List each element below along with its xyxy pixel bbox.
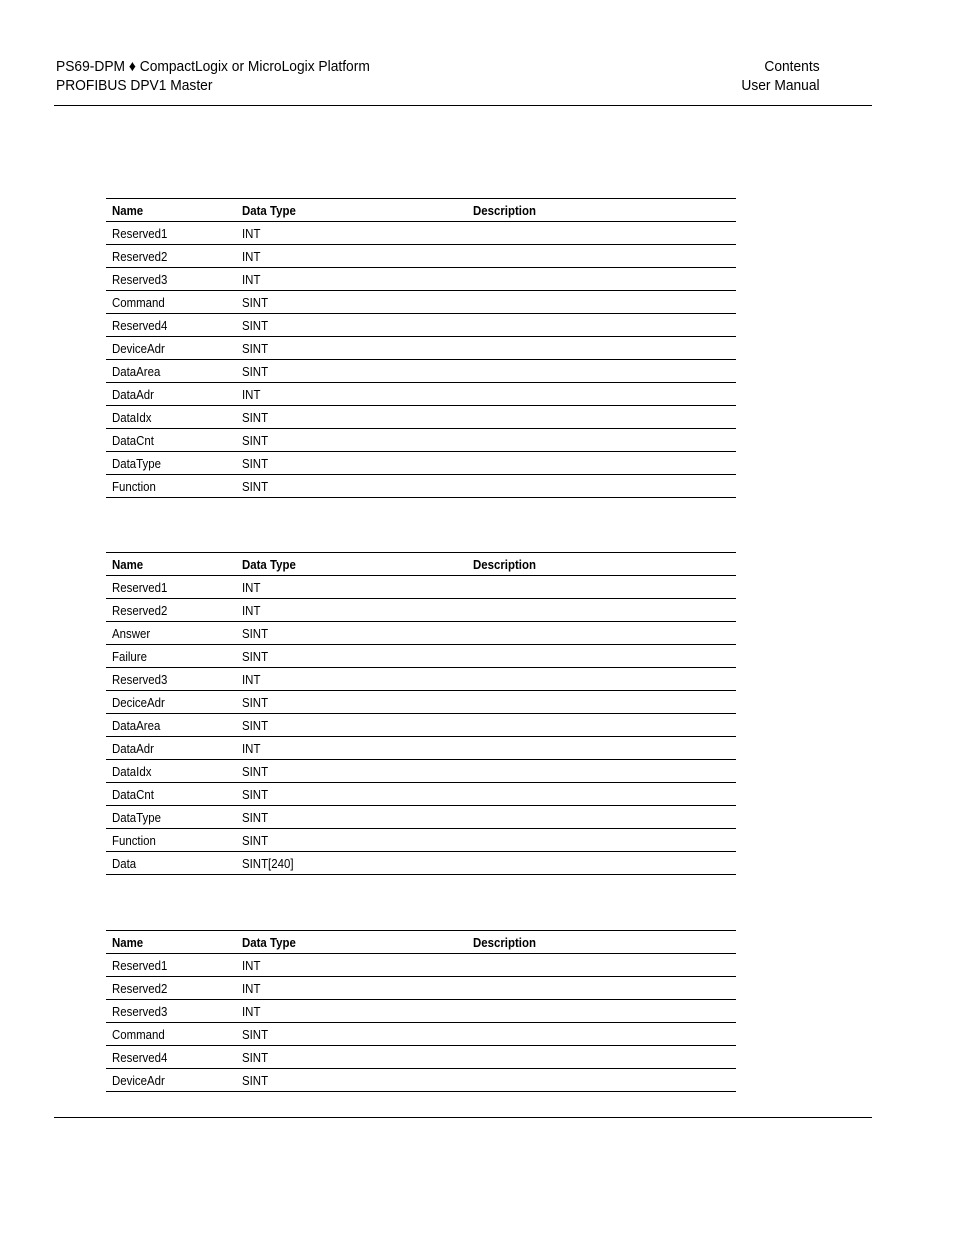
table-cell xyxy=(467,806,736,829)
table-cell-text: INT xyxy=(242,957,261,973)
column-header-label: Description xyxy=(473,556,536,572)
table-cell-text: DeciceAdr xyxy=(112,694,165,710)
table-row xyxy=(106,977,736,1000)
table-cell xyxy=(467,245,736,268)
table-cell xyxy=(106,977,236,1000)
table-cell xyxy=(467,291,736,314)
table-cell xyxy=(106,954,236,977)
table-cell xyxy=(467,475,736,498)
table-cell xyxy=(106,475,236,498)
table-cell-text: SINT xyxy=(242,340,269,356)
table-cell xyxy=(467,714,736,737)
table-cell xyxy=(236,783,467,806)
column-header xyxy=(236,199,467,222)
table-cell xyxy=(467,429,736,452)
table-cell xyxy=(236,852,467,875)
table-cell-text: INT xyxy=(242,271,261,287)
table-cell-text: SINT xyxy=(242,478,269,494)
table-row xyxy=(106,622,736,645)
table-cell-text: INT xyxy=(242,740,261,756)
table-cell-text: INT xyxy=(242,1003,261,1019)
table-cell xyxy=(236,668,467,691)
table-cell-text: DataAdr xyxy=(112,740,154,756)
table-row xyxy=(106,714,736,737)
table-cell xyxy=(106,668,236,691)
table-cell xyxy=(106,852,236,875)
table-row xyxy=(106,360,736,383)
column-header-label: Description xyxy=(473,934,536,950)
table-cell-text: Reserved4 xyxy=(112,317,168,333)
table-cell xyxy=(106,222,236,245)
table-cell-text: SINT xyxy=(242,786,269,802)
table-cell xyxy=(106,760,236,783)
table-cell xyxy=(236,576,467,599)
table-cell-text: DataArea xyxy=(112,717,161,733)
data-table-1 xyxy=(106,198,736,498)
table-cell xyxy=(467,576,736,599)
table-cell-text: Failure xyxy=(112,648,147,664)
table-row xyxy=(106,268,736,291)
table-cell xyxy=(106,1069,236,1092)
column-header xyxy=(106,553,236,576)
table-row xyxy=(106,1046,736,1069)
table-cell xyxy=(467,383,736,406)
table-cell xyxy=(236,1046,467,1069)
table-cell xyxy=(236,1023,467,1046)
column-header xyxy=(467,199,736,222)
table-cell-text: INT xyxy=(242,225,261,241)
table-cell-text: Answer xyxy=(112,625,151,641)
table-cell-text: SINT xyxy=(242,809,269,825)
table-cell-text: Reserved2 xyxy=(112,248,168,264)
table-cell-text: DataAdr xyxy=(112,386,154,402)
table-cell xyxy=(236,383,467,406)
column-header xyxy=(236,553,467,576)
table-cell-text: INT xyxy=(242,386,261,402)
data-table-2 xyxy=(106,552,736,875)
header-left xyxy=(56,57,516,95)
table-row xyxy=(106,383,736,406)
table-cell xyxy=(467,737,736,760)
table-cell xyxy=(467,314,736,337)
table-cell-text: DataIdx xyxy=(112,409,152,425)
table-cell xyxy=(106,383,236,406)
table-cell xyxy=(467,1046,736,1069)
table-cell xyxy=(467,1069,736,1092)
table-cell xyxy=(236,268,467,291)
table-cell-text: Reserved1 xyxy=(112,957,168,973)
table-cell xyxy=(106,268,236,291)
table-cell xyxy=(236,1000,467,1023)
table-row xyxy=(106,475,736,498)
table-cell xyxy=(236,360,467,383)
table-cell xyxy=(236,245,467,268)
table-row xyxy=(106,576,736,599)
table-cell xyxy=(106,291,236,314)
table-cell xyxy=(236,314,467,337)
table-cell xyxy=(467,668,736,691)
table-row xyxy=(106,1000,736,1023)
table-cell xyxy=(106,429,236,452)
table-cell-text: SINT xyxy=(242,409,269,425)
table-cell xyxy=(106,737,236,760)
table-cell-text: INT xyxy=(242,671,261,687)
table-cell xyxy=(467,691,736,714)
document-type: User Manual xyxy=(741,77,820,94)
column-header-label: Description xyxy=(473,202,536,218)
product-subtitle: PROFIBUS DPV1 Master xyxy=(56,77,213,94)
table-cell xyxy=(236,714,467,737)
table-cell xyxy=(236,429,467,452)
table-cell-text: DataCnt xyxy=(112,786,154,802)
table-cell-text: Reserved2 xyxy=(112,602,168,618)
footer-divider xyxy=(54,1117,872,1118)
table-cell xyxy=(236,406,467,429)
header-divider xyxy=(54,105,872,106)
table-cell-text: Reserved1 xyxy=(112,579,168,595)
column-header xyxy=(467,553,736,576)
table-cell-text: INT xyxy=(242,980,261,996)
table-cell xyxy=(467,268,736,291)
table-cell xyxy=(236,475,467,498)
table-cell xyxy=(467,829,736,852)
table-cell-text: DataArea xyxy=(112,363,161,379)
table-cell xyxy=(467,760,736,783)
table-cell-text: Reserved1 xyxy=(112,225,168,241)
table-cell-text: DeviceAdr xyxy=(112,1072,165,1088)
table-cell-text: Reserved3 xyxy=(112,1003,168,1019)
table-cell xyxy=(467,783,736,806)
table-cell xyxy=(236,337,467,360)
table-cell-text: INT xyxy=(242,602,261,618)
table-row xyxy=(106,406,736,429)
table-cell-text: SINT xyxy=(242,832,269,848)
table-cell xyxy=(236,977,467,1000)
table-cell xyxy=(106,245,236,268)
table-row xyxy=(106,291,736,314)
table-cell xyxy=(106,714,236,737)
table-row xyxy=(106,599,736,622)
table-row xyxy=(106,645,736,668)
table-cell xyxy=(236,452,467,475)
table-cell xyxy=(106,1046,236,1069)
table-cell xyxy=(467,360,736,383)
table-row xyxy=(106,668,736,691)
table-cell xyxy=(106,1000,236,1023)
table-cell-text: Data xyxy=(112,855,137,871)
table-cell xyxy=(106,806,236,829)
table-cell xyxy=(106,576,236,599)
table-cell-text: SINT xyxy=(242,648,269,664)
table-row xyxy=(106,691,736,714)
table-row xyxy=(106,737,736,760)
table-cell-text: SINT xyxy=(242,294,269,310)
table-cell-text: SINT xyxy=(242,1049,269,1065)
table-cell xyxy=(236,222,467,245)
table-cell-text: SINT xyxy=(242,1026,269,1042)
table-cell-text: SINT xyxy=(242,363,269,379)
table-cell xyxy=(106,337,236,360)
table-cell xyxy=(106,645,236,668)
table-cell-text: SINT[240] xyxy=(242,855,294,871)
table-cell xyxy=(467,954,736,977)
table-cell xyxy=(467,222,736,245)
table-cell xyxy=(467,452,736,475)
table-cell-text: Function xyxy=(112,832,156,848)
table-cell-text: Command xyxy=(112,294,165,310)
table-row xyxy=(106,760,736,783)
product-title: PS69-DPM ♦ CompactLogix or MicroLogix Platform xyxy=(56,58,370,75)
table-cell-text: Reserved3 xyxy=(112,671,168,687)
table-cell xyxy=(106,599,236,622)
table-cell xyxy=(467,406,736,429)
table-cell xyxy=(106,452,236,475)
table-cell xyxy=(467,852,736,875)
table-cell xyxy=(106,783,236,806)
table-cell-text: Reserved2 xyxy=(112,980,168,996)
table-cell xyxy=(106,360,236,383)
table-cell-text: Command xyxy=(112,1026,165,1042)
table-row xyxy=(106,806,736,829)
table-cell-text: DataType xyxy=(112,809,161,825)
table-row xyxy=(106,245,736,268)
table-cell xyxy=(467,622,736,645)
table-cell xyxy=(236,599,467,622)
table-row xyxy=(106,1069,736,1092)
table-cell-text: Reserved3 xyxy=(112,271,168,287)
table-cell xyxy=(467,645,736,668)
table-header-row xyxy=(106,199,736,222)
table-cell xyxy=(236,1069,467,1092)
table-cell xyxy=(106,691,236,714)
column-header-label: Name xyxy=(112,934,144,950)
column-header xyxy=(106,931,236,954)
table-cell xyxy=(467,1000,736,1023)
table-cell-text: DeviceAdr xyxy=(112,340,165,356)
table-cell xyxy=(236,829,467,852)
column-header-label: Data Type xyxy=(242,202,296,218)
table-row xyxy=(106,314,736,337)
column-header xyxy=(106,199,236,222)
table-cell xyxy=(467,337,736,360)
table-cell xyxy=(236,737,467,760)
table-header-row xyxy=(106,931,736,954)
table-row xyxy=(106,222,736,245)
table-cell xyxy=(467,977,736,1000)
table-row xyxy=(106,1023,736,1046)
column-header-label: Name xyxy=(112,556,144,572)
table-row xyxy=(106,429,736,452)
table-row xyxy=(106,829,736,852)
table-cell xyxy=(467,599,736,622)
table-row xyxy=(106,337,736,360)
table-cell xyxy=(236,622,467,645)
column-header-label: Name xyxy=(112,202,144,218)
table-cell-text: SINT xyxy=(242,1072,269,1088)
header-right xyxy=(544,57,820,95)
table-row xyxy=(106,954,736,977)
table-cell-text: SINT xyxy=(242,694,269,710)
table-row xyxy=(106,452,736,475)
table-cell xyxy=(236,760,467,783)
table-cell xyxy=(106,406,236,429)
table-cell-text: INT xyxy=(242,579,261,595)
column-header-label: Data Type xyxy=(242,934,296,950)
table-cell-text: INT xyxy=(242,248,261,264)
table-cell-text: SINT xyxy=(242,455,269,471)
table-cell xyxy=(106,622,236,645)
column-header xyxy=(467,931,736,954)
table-header-row xyxy=(106,553,736,576)
table-cell-text: Reserved4 xyxy=(112,1049,168,1065)
table-cell-text: DataType xyxy=(112,455,161,471)
table-row xyxy=(106,783,736,806)
column-header xyxy=(236,931,467,954)
table-cell-text: Function xyxy=(112,478,156,494)
table-cell xyxy=(106,1023,236,1046)
table-cell xyxy=(106,829,236,852)
table-cell-text: SINT xyxy=(242,432,269,448)
table-cell-text: SINT xyxy=(242,625,269,641)
table-cell-text: SINT xyxy=(242,763,269,779)
column-header-label: Data Type xyxy=(242,556,296,572)
table-cell xyxy=(236,954,467,977)
table-cell xyxy=(236,645,467,668)
data-table-3 xyxy=(106,930,736,1092)
table-cell-text: SINT xyxy=(242,317,269,333)
table-cell-text: DataIdx xyxy=(112,763,152,779)
table-cell xyxy=(236,291,467,314)
table-cell-text: DataCnt xyxy=(112,432,154,448)
table-cell xyxy=(467,1023,736,1046)
table-cell xyxy=(236,806,467,829)
table-cell xyxy=(106,314,236,337)
table-row xyxy=(106,852,736,875)
table-cell xyxy=(236,691,467,714)
table-cell-text: SINT xyxy=(242,717,269,733)
section-title: Contents xyxy=(764,58,820,75)
